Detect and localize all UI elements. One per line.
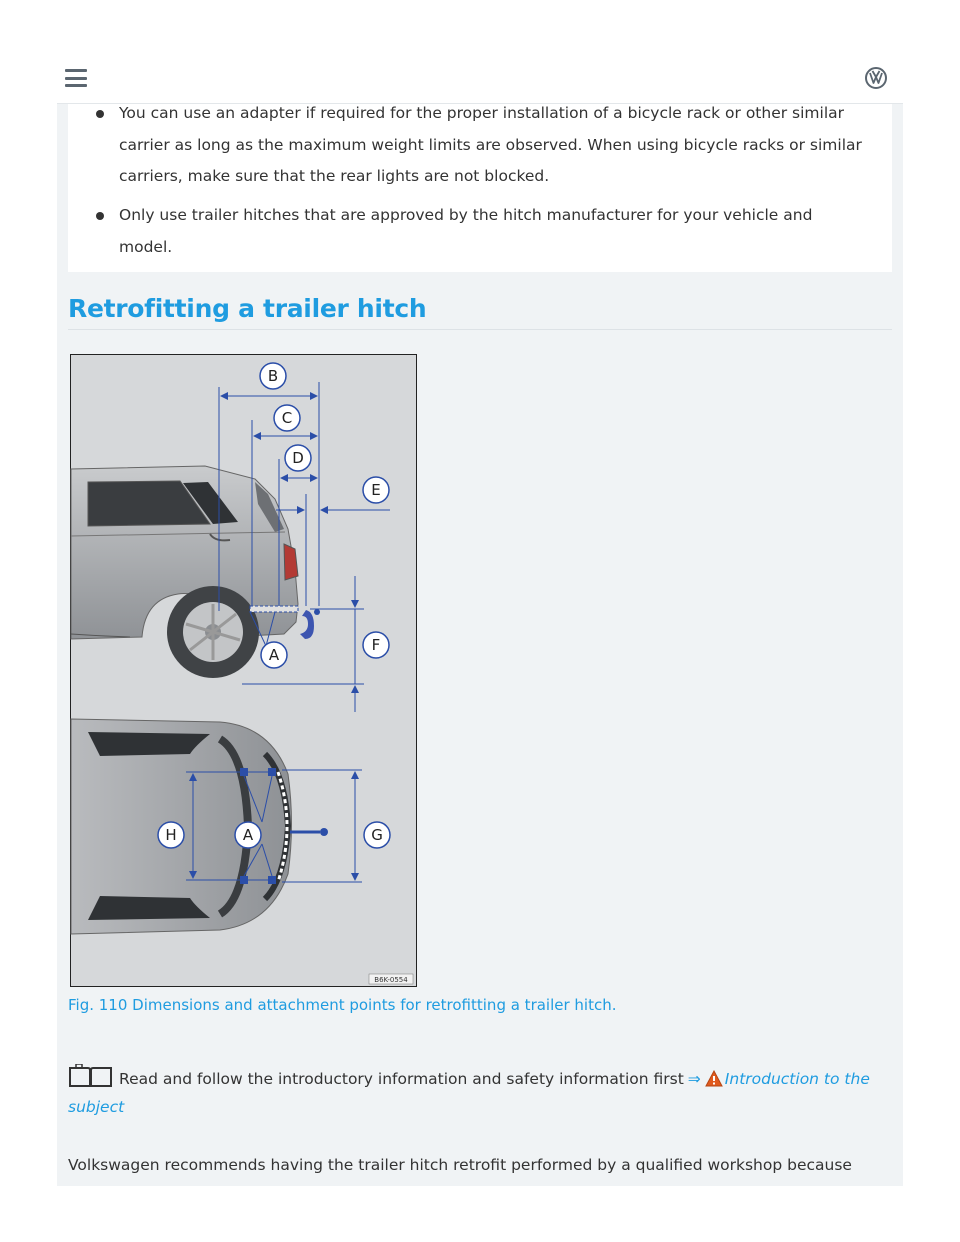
svg-text:C: C [281, 409, 293, 427]
top-header [57, 55, 903, 104]
label-a-top [235, 822, 261, 848]
title-divider [68, 329, 892, 330]
content-area [57, 104, 903, 1186]
svg-text:A: A [268, 646, 280, 664]
label-d [285, 445, 311, 471]
label-f [363, 632, 389, 658]
bullet-line: Only use trailer hitches that are approved by the hitch manufacturer for your vehicle and [119, 206, 813, 224]
svg-text:B6K-0554: B6K-0554 [374, 976, 408, 984]
label-h [158, 822, 184, 848]
bullet-item [96, 98, 868, 193]
label-g [364, 822, 390, 848]
svg-text:D: D [292, 449, 304, 467]
book-icon [68, 1064, 113, 1088]
introduction-link[interactable]: Introduction to the subject [68, 1070, 870, 1116]
svg-text:G: G [371, 826, 383, 844]
body-paragraph: Volkswagen recommends having the trailer hitch retrofit performed by a qualified workshop because [68, 1156, 852, 1174]
svg-text:E: E [371, 481, 381, 499]
label-c [274, 405, 300, 431]
label-a [261, 642, 287, 668]
hamburger-menu-icon[interactable] [65, 69, 87, 87]
label-e [363, 477, 389, 503]
notice-box [68, 104, 892, 272]
bullet-line: model. [119, 237, 173, 256]
arrow-icon: ⇒ [687, 1070, 701, 1088]
bullet-item [96, 200, 868, 263]
svg-text:F: F [371, 636, 381, 654]
bullet-line: carrier as long as the maximum weight limits are observed. When using bicycle racks or similar [119, 135, 862, 154]
trailer-hitch-diagram [70, 354, 417, 987]
figure-code [369, 974, 413, 984]
section-title: Retrofitting a trailer hitch [68, 294, 427, 323]
bullet-line: You can use an adapter if required for the proper installation of a bicycle rack or other similar [119, 104, 845, 122]
label-b [260, 363, 286, 389]
vw-logo-icon[interactable] [865, 67, 887, 89]
svg-text:A: A [242, 826, 254, 844]
intro-text: Read and follow the introductory information and safety information first [119, 1070, 684, 1088]
svg-text:H: H [165, 826, 177, 844]
warning-icon [705, 1070, 723, 1087]
svg-text:B: B [267, 367, 279, 385]
intro-note [68, 1064, 893, 1121]
bullet-dot-icon [96, 110, 104, 118]
bullet-line: carriers, make sure that the rear lights are not blocked. [119, 167, 550, 185]
bullet-dot-icon [96, 212, 104, 220]
figure-caption: Fig. 110 Dimensions and attachment points for retrofitting a trailer hitch. [68, 996, 617, 1014]
